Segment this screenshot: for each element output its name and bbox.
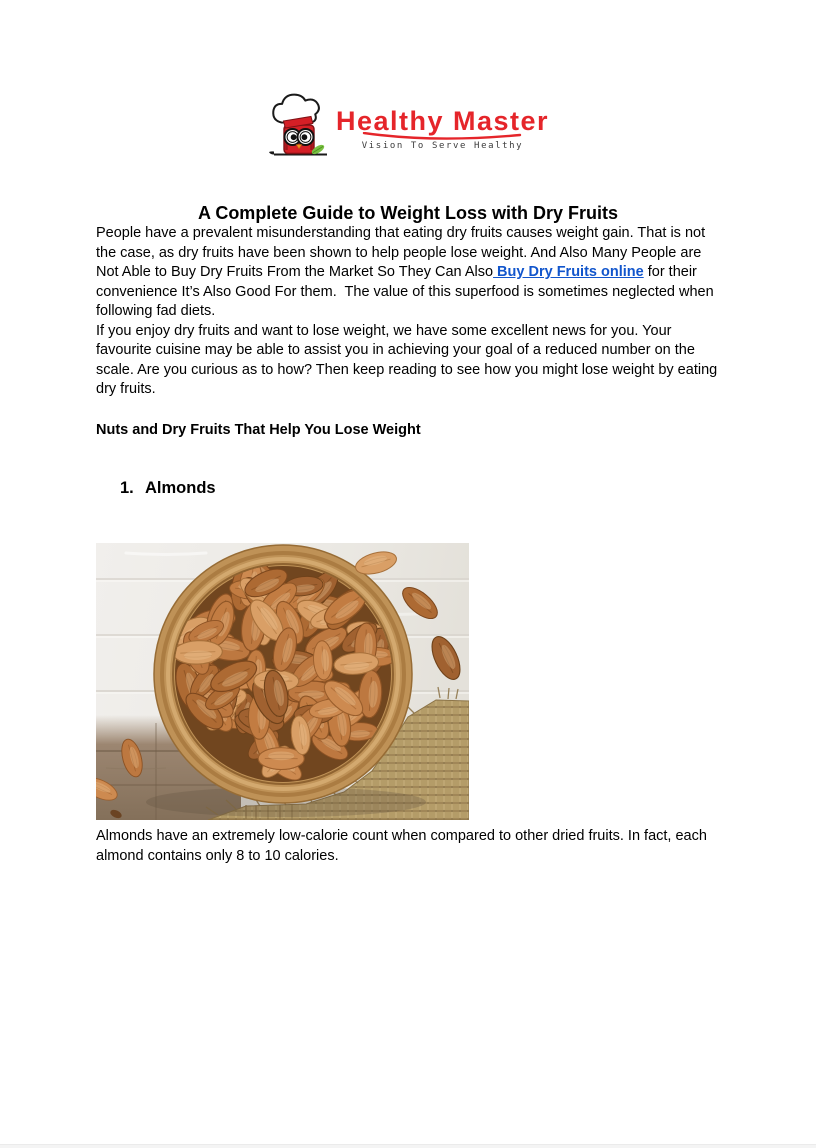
logo-swoosh [362,132,522,140]
second-paragraph: If you enjoy dry fruits and want to lose weight, we have some excellent news for you. Your favourite cuisine may be able to assist you in achieving your goal of a reduced number on the scale. Are you curious as to how? Then keep reading to see how you might lose weight by eating dry fruits. [96,322,720,400]
numbered-item-almonds [120,479,720,498]
page-title: A Complete Guide to Weight Loss with Dry Fruits [96,202,720,224]
intro-text-before-link: People have a prevalent misunderstanding that eating dry fruits causes weight gain. That is not the case, as dry fruits have been shown to help people lose weight. And Also Many People are Not Able to Buy Dry Fruits From the Market So They Can Also [96,225,709,280]
page-bottom-edge [0,1144,816,1148]
site-logo [96,92,720,165]
almonds-caption: Almonds have an extremely low-calorie count when compared to other dried fruits. In fact, each almond contains only 8 to 10 calories. [96,827,720,866]
document-page [0,92,816,1148]
logo-tagline: Vision To Serve Healthy [362,141,523,151]
intro-paragraph [96,224,720,322]
list-number: 1. [120,479,145,498]
logo-brand-text: Healthy Master [336,106,549,136]
chef-owl-icon [267,92,331,165]
almonds-photo [96,543,469,820]
almonds-bowl-illustration [96,543,469,820]
intro-text-after-link: for their convenience It’s Also Good For them. The value of this superfood is sometimes neglected when following fad diets. [96,264,718,319]
buy-dry-fruits-link[interactable]: Buy Dry Fruits online [493,264,644,280]
list-label: Almonds [145,479,216,498]
section-heading: Nuts and Dry Fruits That Help You Lose Weight [96,421,720,441]
